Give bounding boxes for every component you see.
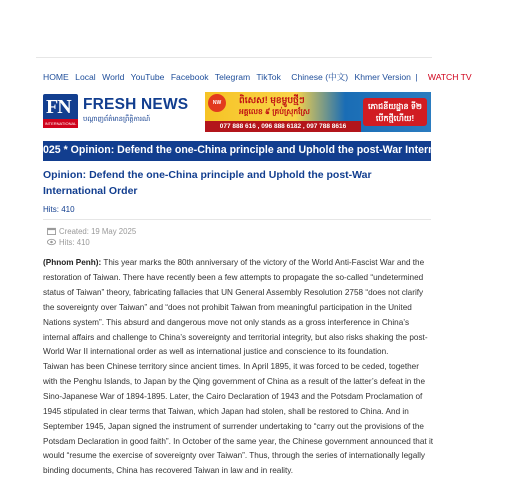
article-title: Opinion: Defend the one-China principle and Uphold the post-War International Order xyxy=(43,169,372,197)
created-row xyxy=(47,226,136,237)
hits-row xyxy=(47,237,136,248)
article-paragraph-1 xyxy=(43,256,435,360)
nav-tiktok-link[interactable]: TikTok xyxy=(256,72,281,82)
calendar-icon xyxy=(47,227,56,235)
paragraph-1-text: This year marks the 80th anniversary of the victory of the World Anti-Fascist War and the restoration of Taiwan. There have recently been a few attempts to propagate the so-called “undetermined status of Taiwan” theory, fabricating fallacies that UN General Assembly Resolution 2758 “does not clarify the sovereignty over Taiwan” and “does not prohibit Taiwan from meaningful participation in the United Nations system”. This absurd and dangerous move not only stands as a gross interference in China’s internal affairs and challenge to China’s sovereignty and territorial integrity, but also risks shaking the post-World War II international order as well as international justice and conscience to its foundation. xyxy=(43,258,428,357)
dateline: (Phnom Penh): xyxy=(43,258,102,267)
ad-logo: NW xyxy=(208,94,226,112)
nav-world-link[interactable]: World xyxy=(102,72,125,82)
ticker-text: 025 * Opinion: Defend the one-China principle and Uphold the post-War International Order * C xyxy=(43,144,518,156)
hits-count: Hits: 410 xyxy=(59,238,90,247)
ad-phone-numbers: 077 888 616 , 096 888 6182 , 097 788 8616 xyxy=(205,121,361,132)
nav-chinese-link[interactable]: Chinese (中文) xyxy=(291,72,349,82)
ad-subline: អគ្គលេខ ៩ គ្រប់ស្រុកស្រែ xyxy=(239,107,310,116)
nav-watch-tv-link[interactable]: WATCH TV xyxy=(427,72,472,82)
logo-subtitle: បណ្ដាញព័ត៌មានព្រឹត្តិការណ៍ xyxy=(83,116,151,123)
article-paragraph-2 xyxy=(43,360,435,479)
nav-separator: | xyxy=(415,72,418,82)
nav-facebook-link[interactable]: Facebook xyxy=(170,72,209,82)
nav-local-link[interactable]: Local xyxy=(75,72,96,82)
news-ticker[interactable] xyxy=(43,141,518,161)
ad-callout-line2: បើកថ្មីហើយ! xyxy=(375,114,415,123)
site-logo[interactable] xyxy=(43,94,198,128)
logo-band: INTERNATIONAL xyxy=(44,121,77,126)
article-hits: Hits: 410 xyxy=(43,205,75,214)
nav-home-link[interactable]: HOME xyxy=(43,72,69,82)
ad-callout xyxy=(363,98,427,126)
ad-callout-line1: ភោជនីយដ្ឋាន ទី២ xyxy=(368,102,422,111)
advertisement-banner[interactable] xyxy=(205,92,431,132)
nav-youtube-link[interactable]: YouTube xyxy=(130,72,165,82)
eye-icon xyxy=(47,238,56,246)
logo-letters: FN xyxy=(46,96,71,118)
logo-mark xyxy=(43,94,78,128)
nav-telegram-link[interactable]: Telegram xyxy=(214,72,251,82)
created-date: Created: 19 May 2025 xyxy=(59,227,137,236)
nav-khmer-link[interactable]: Khmer Version xyxy=(354,72,411,82)
paragraph-2-text: Taiwan has been Chinese territory since ancient times. In April 1895, it was forced to be ceded, together with the Penghu Islands, to Japan by the Qing government of China as a result of the latter’s defeat in the Sino-Japanese War of 1894-1895. Later, the Cairo Declaration of 1943 and the Potsdam Proclamation of 1945 stipulated in clear terms that Taiwan, which Japan had stolen, shall be restored to China. And in September 1945, Japan signed the instrument of surrender undertaking to “carry out the provisions of the Potsdam Declaration in good faith”. In October of the same year, the Chinese government announced that it would “resume the exercise of sovereignty over Taiwan”. Thus, through the series of internationally legally binding documents, China has recovered Taiwan in law and in reality. xyxy=(43,362,434,476)
top-nav xyxy=(43,71,476,83)
ad-headline: ពិសេស! មុខម្ហូបថ្មីៗ xyxy=(239,95,305,105)
article-meta xyxy=(47,226,136,248)
logo-title: FRESH NEWS xyxy=(83,96,189,113)
top-divider xyxy=(36,57,432,58)
article-divider xyxy=(43,219,431,220)
